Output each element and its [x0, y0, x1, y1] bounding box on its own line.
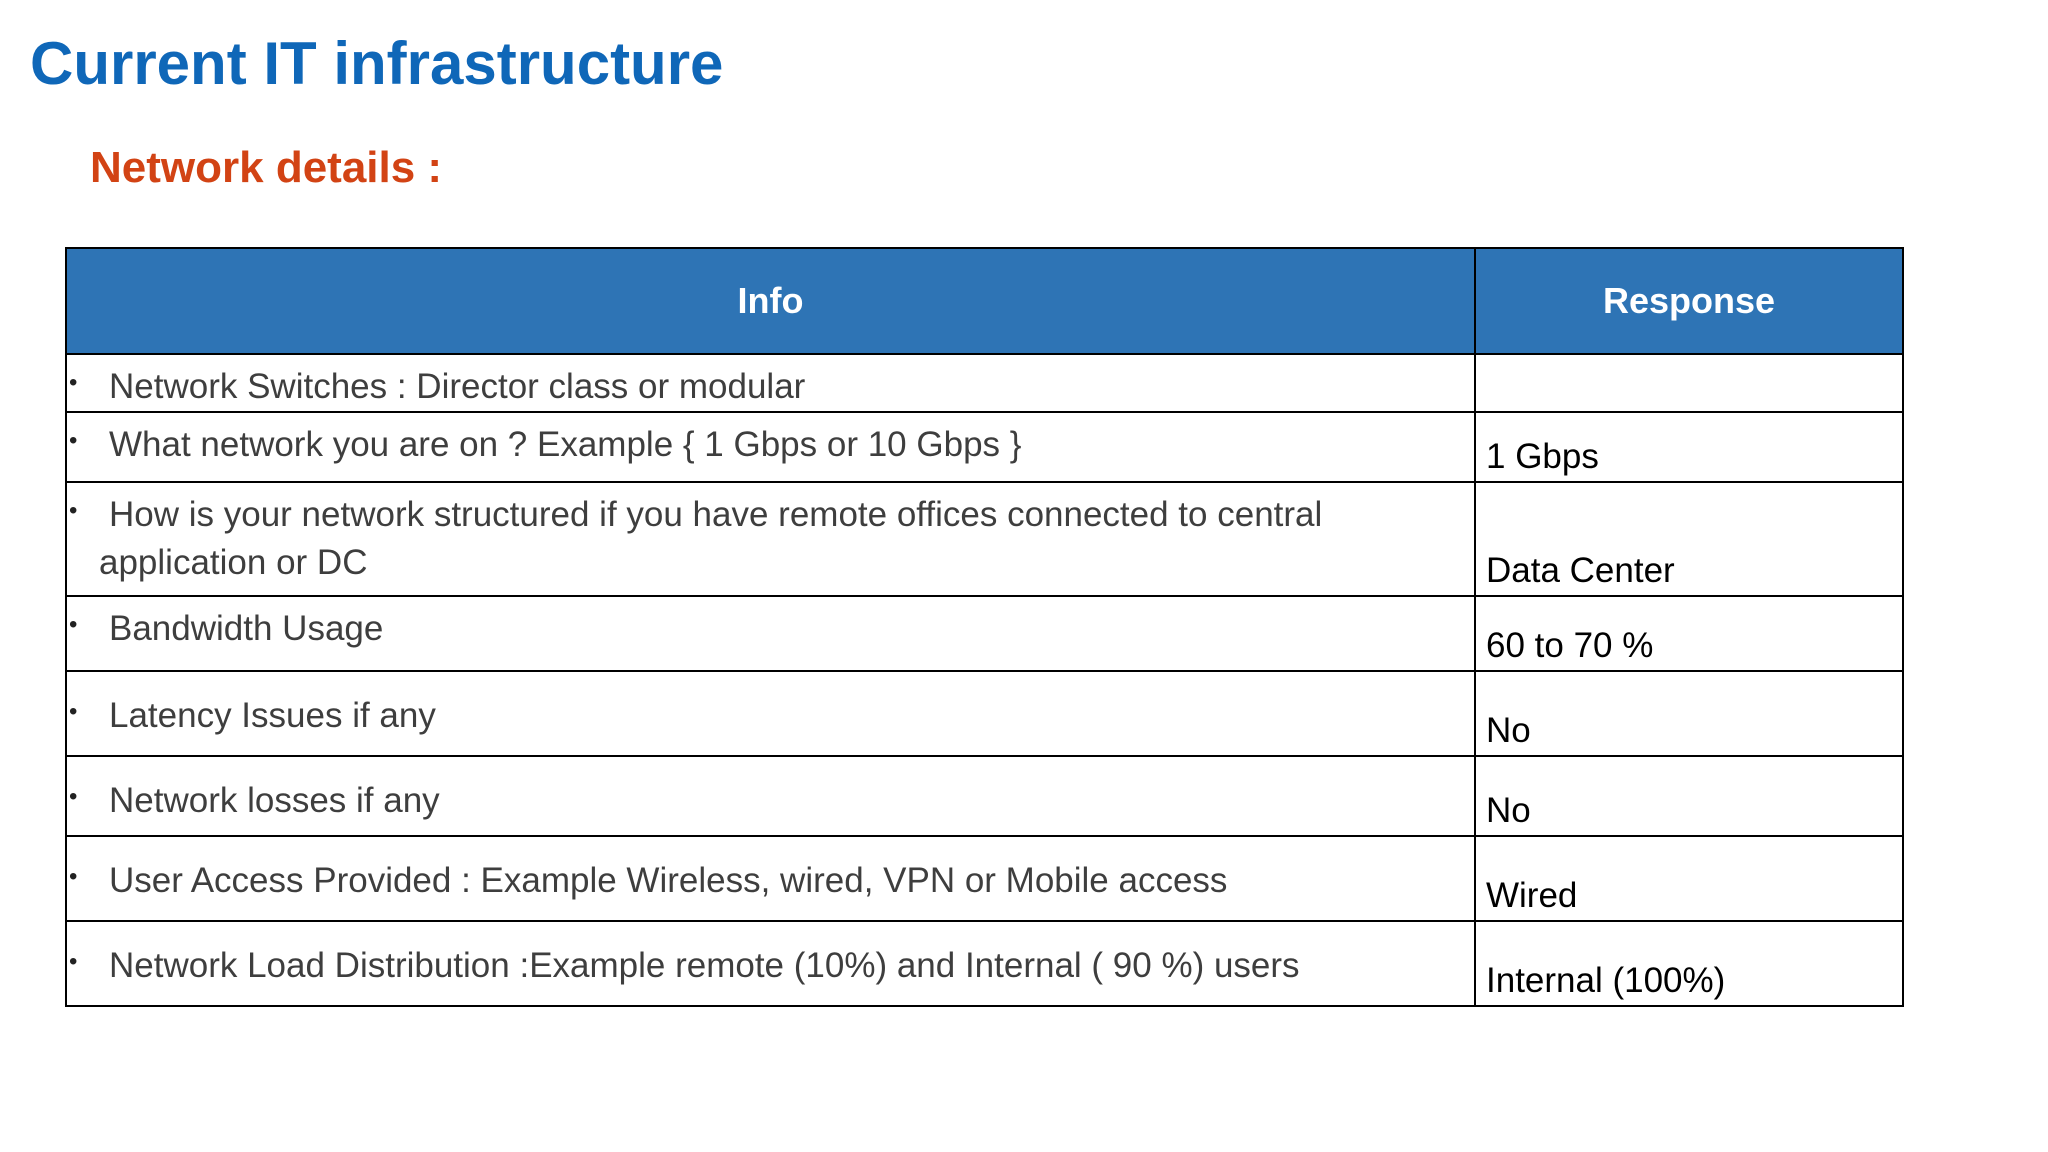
header-info: Info — [66, 248, 1475, 354]
info-cell — [66, 836, 1475, 921]
info-text: What network you are on ? Example { 1 Gbps or 10 Gbps } — [109, 425, 1022, 464]
info-text: Latency Issues if any — [109, 696, 436, 735]
table-row — [66, 596, 1903, 671]
info-text: Bandwidth Usage — [109, 609, 384, 648]
bullet-icon: • — [69, 369, 78, 396]
response-cell — [1475, 482, 1903, 596]
table-header-row — [66, 248, 1903, 354]
info-text-line1: How is your network structured if you have remote offices connected to central — [109, 495, 1323, 534]
response-cell — [1475, 412, 1903, 482]
bullet-icon: • — [69, 427, 78, 454]
table-row — [66, 482, 1903, 596]
bullet-icon: • — [69, 948, 78, 975]
page-title: Current IT infrastructure — [30, 30, 724, 97]
info-text: Network Load Distribution :Example remote (10%) and Internal ( 90 %) users — [109, 946, 1300, 985]
info-cell — [66, 671, 1475, 756]
bullet-icon: • — [69, 698, 78, 725]
response-text: No — [1486, 711, 1531, 750]
table-row — [66, 756, 1903, 836]
table-row — [66, 921, 1903, 1006]
response-text: Data Center — [1486, 551, 1675, 590]
table-row — [66, 412, 1903, 482]
info-text: Network Switches : Director class or modular — [109, 367, 806, 406]
response-cell — [1475, 836, 1903, 921]
response-text: 1 Gbps — [1486, 437, 1599, 476]
info-cell — [66, 354, 1475, 412]
info-text — [67, 483, 1474, 587]
info-cell — [66, 412, 1475, 482]
response-text: Wired — [1486, 876, 1578, 915]
header-response: Response — [1475, 248, 1903, 354]
info-text: Network losses if any — [109, 781, 440, 820]
response-cell — [1475, 354, 1903, 412]
response-cell — [1475, 596, 1903, 671]
response-text: Internal (100%) — [1486, 961, 1726, 1000]
table-row — [66, 354, 1903, 412]
response-cell — [1475, 756, 1903, 836]
bullet-icon: • — [69, 783, 78, 810]
bullet-icon: • — [69, 863, 78, 890]
info-text: User Access Provided : Example Wireless, wired, VPN or Mobile access — [109, 861, 1228, 900]
table-row — [66, 836, 1903, 921]
info-text-line2: application or DC — [99, 543, 368, 582]
response-text: 60 to 70 % — [1486, 626, 1654, 665]
info-cell — [66, 921, 1475, 1006]
bullet-icon: • — [69, 611, 78, 638]
info-cell — [66, 482, 1475, 596]
section-title: Network details : — [90, 143, 443, 192]
info-cell — [66, 756, 1475, 836]
response-cell — [1475, 921, 1903, 1006]
network-details-table — [65, 247, 1902, 1007]
response-cell — [1475, 671, 1903, 756]
response-text: No — [1486, 791, 1531, 830]
table-row — [66, 671, 1903, 756]
info-cell — [66, 596, 1475, 671]
bullet-icon: • — [69, 497, 78, 524]
